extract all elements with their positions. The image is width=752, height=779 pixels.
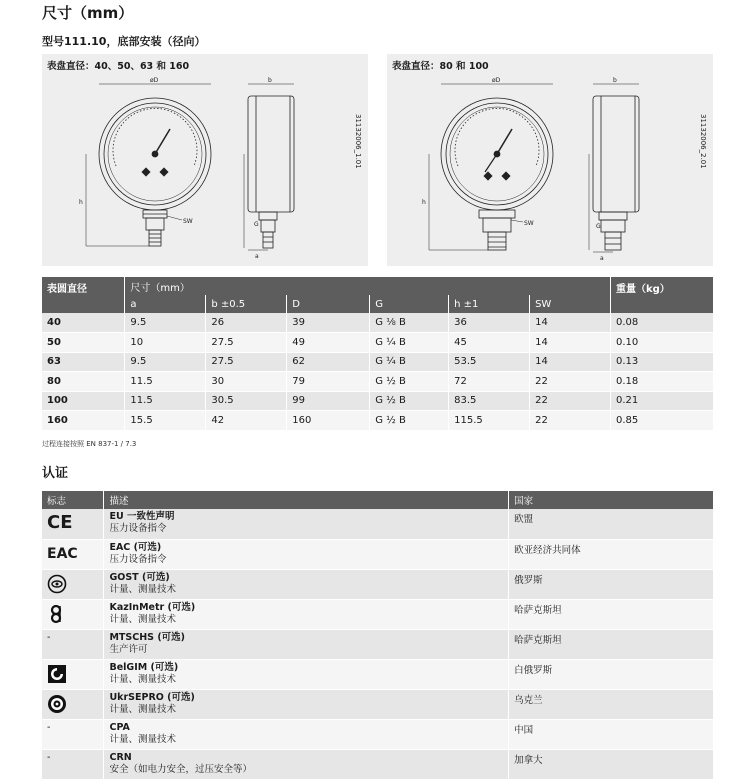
table-cell: 50 (42, 333, 125, 353)
table-cell: 0.21 (611, 391, 714, 411)
table-cell: G ½ B (370, 411, 449, 431)
cert-country: 欧盟 (509, 509, 714, 539)
header-diameter: 表圆直径 (42, 277, 125, 313)
table-row (42, 569, 714, 599)
table-cell: 15.5 (125, 411, 206, 431)
table-row (42, 391, 714, 411)
table-cell: 0.10 (611, 333, 714, 353)
cert-name: CPA (109, 721, 130, 733)
table-cell: 62 (287, 352, 370, 372)
table-row (42, 333, 714, 353)
cert-name: EU 一致性声明 (109, 511, 175, 522)
cert-country: 乌克兰 (509, 689, 714, 719)
cert-desc: 计量、测量技术 (109, 583, 176, 595)
cert-description-cell (104, 509, 509, 539)
gauge-drawing-large (387, 54, 713, 266)
header-dimensions: 尺寸（mm） (125, 277, 611, 295)
cert-country: 白俄罗斯 (509, 659, 714, 689)
col-sw: SW (530, 295, 611, 313)
table-cell: 11.5 (125, 391, 206, 411)
table-cell: 40 (42, 313, 125, 333)
table-cell: 160 (42, 411, 125, 431)
label-b: b (268, 77, 272, 84)
label-h: h (79, 199, 83, 206)
table-cell: 14 (530, 352, 611, 372)
drawing-panel-large (387, 54, 713, 266)
table-cell: 36 (449, 313, 530, 333)
table-row (42, 411, 714, 431)
drawing-code: 31132006_1.01 (354, 114, 362, 169)
cert-description-cell (104, 569, 509, 599)
table-cell: 45 (449, 333, 530, 353)
table-cell: 11.5 (125, 372, 206, 392)
label-diameter: øD (150, 77, 159, 84)
table-cell: 0.18 (611, 372, 714, 392)
label-diameter: øD (492, 77, 501, 84)
cert-desc: 压力设备指令 (109, 553, 167, 565)
cert-logo-cell (42, 539, 104, 569)
table-cell: G ½ B (370, 372, 449, 392)
certifications-table (42, 491, 714, 779)
table-cell: 14 (530, 333, 611, 353)
col-h: h ±1 (449, 295, 530, 313)
cert-description-cell (104, 749, 509, 779)
table-cell: 53.5 (449, 352, 530, 372)
table-cell: 0.13 (611, 352, 714, 372)
no-logo-dash: - (47, 631, 51, 643)
cert-logo-cell (42, 569, 104, 599)
col-description: 描述 (104, 491, 509, 509)
col-a: a (125, 295, 206, 313)
table-cell: 27.5 (206, 352, 287, 372)
cert-description-cell (104, 719, 509, 749)
label-g: G (254, 221, 259, 228)
table-cell: 14 (530, 313, 611, 333)
cert-country: 俄罗斯 (509, 569, 714, 599)
gost-icon (47, 574, 67, 594)
ukrsepro-icon (47, 694, 67, 714)
label-a: a (600, 255, 604, 262)
table-cell: 26 (206, 313, 287, 333)
table-row (42, 719, 714, 749)
table-cell: 115.5 (449, 411, 530, 431)
table-cell: G ¼ B (370, 333, 449, 353)
cert-logo-cell (42, 659, 104, 689)
cert-logo-cell (42, 629, 104, 659)
cert-desc: 计量、测量技术 (109, 673, 176, 685)
cert-desc: 计量、测量技术 (109, 613, 176, 625)
cert-desc: 生产许可 (109, 643, 148, 655)
table-row (42, 509, 714, 539)
cert-description-cell (104, 659, 509, 689)
table-row (42, 629, 714, 659)
table-cell: 0.08 (611, 313, 714, 333)
table-cell: 22 (530, 411, 611, 431)
label-sw: SW (524, 220, 534, 227)
cert-desc: 压力设备指令 (109, 523, 167, 534)
cert-desc: 计量、测量技术 (109, 733, 176, 745)
table-cell: 100 (42, 391, 125, 411)
table-cell: 49 (287, 333, 370, 353)
page-title: 尺寸（mm） (42, 4, 134, 22)
cert-country: 欧亚经济共同体 (509, 539, 714, 569)
label-g: G (596, 223, 601, 230)
label-h: h (422, 199, 426, 206)
table-row (42, 599, 714, 629)
cert-name: KazInMetr (可选) (109, 601, 196, 613)
kazinmetr-icon (47, 604, 67, 624)
col-g: G (370, 295, 449, 313)
cert-logo-cell (42, 749, 104, 779)
cert-name: UkrSEPRO (可选) (109, 691, 195, 703)
header-weight: 重量（kg） (611, 277, 714, 313)
dimensions-table (42, 277, 714, 431)
table-row (42, 313, 714, 333)
table-cell: 10 (125, 333, 206, 353)
cert-country: 中国 (509, 719, 714, 749)
no-logo-dash: - (47, 751, 51, 763)
table-cell: 0.85 (611, 411, 714, 431)
model-subtitle: 型号111.10，底部安装（径向） (42, 35, 206, 48)
table-cell: 30 (206, 372, 287, 392)
table-cell: 9.5 (125, 352, 206, 372)
cert-desc: 计量、测量技术 (109, 703, 176, 715)
drawing-title: 表盘直径：40、50、63 和 160 (47, 61, 190, 72)
table-cell: 42 (206, 411, 287, 431)
no-logo-dash: - (47, 721, 51, 733)
table-cell: 22 (530, 372, 611, 392)
table-cell: 63 (42, 352, 125, 372)
label-sw: SW (183, 218, 193, 225)
label-b: b (613, 77, 617, 84)
table-row (42, 749, 714, 779)
cert-description-cell (104, 689, 509, 719)
table-cell: 30.5 (206, 391, 287, 411)
cert-country: 加拿大 (509, 749, 714, 779)
col-logo: 标志 (42, 491, 104, 509)
col-d: D (287, 295, 370, 313)
table-row (42, 372, 714, 392)
table-cell: 72 (449, 372, 530, 392)
table-cell: 160 (287, 411, 370, 431)
cert-name: GOST (可选) (109, 571, 170, 583)
table-cell: 27.5 (206, 333, 287, 353)
table-row (42, 539, 714, 569)
col-country: 国家 (509, 491, 714, 509)
col-b: b ±0.5 (206, 295, 287, 313)
table-cell: 9.5 (125, 313, 206, 333)
table-cell: 80 (42, 372, 125, 392)
table-row (42, 352, 714, 372)
cert-country: 哈萨克斯坦 (509, 629, 714, 659)
ce-mark-icon: CE (47, 512, 73, 533)
drawing-title: 表盘直径：80 和 100 (392, 61, 489, 72)
drawing-code: 31132006_2.01 (699, 114, 707, 169)
cert-description-cell (104, 629, 509, 659)
table-cell: G ⅛ B (370, 313, 449, 333)
cert-name: BelGIM (可选) (109, 661, 179, 673)
cert-logo-cell (42, 509, 104, 539)
table-cell: 99 (287, 391, 370, 411)
cert-description-cell (104, 599, 509, 629)
cert-heading: 认证 (42, 466, 69, 481)
cert-description-cell (104, 539, 509, 569)
label-a: a (255, 253, 259, 260)
eac-mark-icon: EAC (47, 545, 78, 562)
cert-name: CRN (109, 751, 132, 763)
cert-logo-cell (42, 599, 104, 629)
drawing-panel-small (42, 54, 368, 266)
table-row (42, 689, 714, 719)
gauge-drawing-small (42, 54, 368, 266)
table-cell: 22 (530, 391, 611, 411)
table-cell: 83.5 (449, 391, 530, 411)
footnote: 过程连接按照 EN 837-1 / 7.3 (42, 440, 137, 448)
cert-desc: 安全（如电力安全，过压安全等） (109, 763, 252, 775)
cert-name: MTSCHS (可选) (109, 631, 186, 643)
cert-country: 哈萨克斯坦 (509, 599, 714, 629)
table-cell: G ½ B (370, 391, 449, 411)
table-row (42, 659, 714, 689)
belgim-icon (47, 664, 67, 684)
cert-logo-cell (42, 689, 104, 719)
table-cell: 39 (287, 313, 370, 333)
table-cell: G ¼ B (370, 352, 449, 372)
cert-name: EAC (可选) (109, 541, 162, 553)
table-cell: 79 (287, 372, 370, 392)
cert-logo-cell (42, 719, 104, 749)
